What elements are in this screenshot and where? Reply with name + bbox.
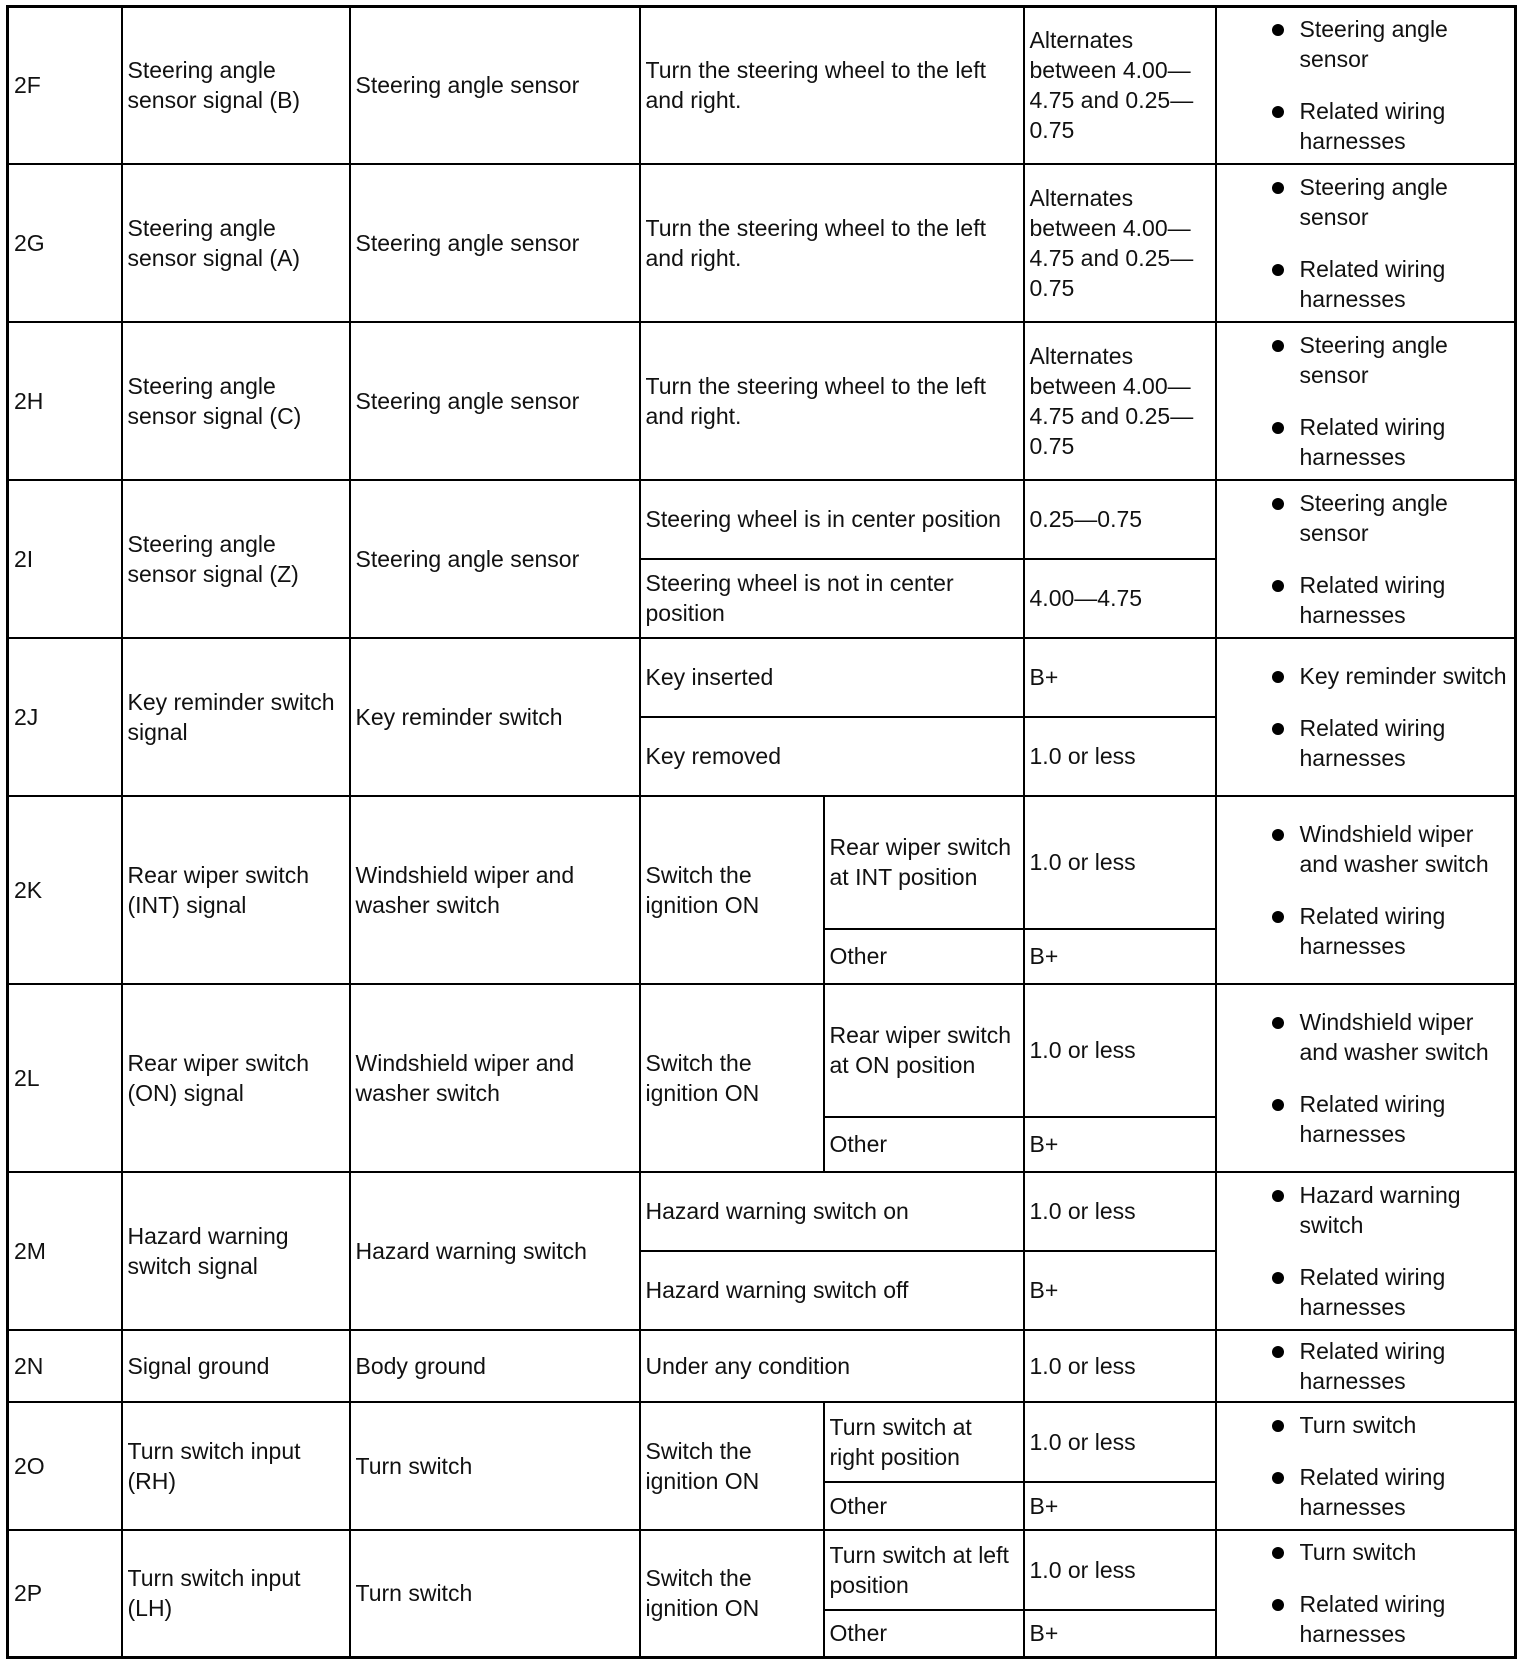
cause-item (1222, 1180, 1510, 1240)
connected-to-cell: Steering angle sensor (350, 7, 640, 164)
connected-to-cell: Windshield wiper and washer switch (350, 796, 640, 984)
bullet-icon (1272, 1346, 1284, 1358)
bullet-icon (1272, 182, 1284, 194)
cause-item (1222, 96, 1510, 156)
table-row (8, 1330, 1516, 1402)
signal-cell: Rear wiper switch (ON) signal (122, 984, 350, 1172)
terminal-cell: 2M (8, 1172, 122, 1330)
signal-cell: Steering angle sensor signal (Z) (122, 480, 350, 638)
page (6, 5, 1517, 1659)
bullet-icon (1272, 723, 1284, 735)
voltage-cell: 1.0 or less (1024, 796, 1216, 929)
bullet-icon (1272, 1420, 1284, 1432)
causes-cell (1216, 1402, 1516, 1530)
bullet-icon (1272, 911, 1284, 923)
cause-list (1222, 1007, 1510, 1149)
terminal-cell: 2J (8, 638, 122, 796)
cause-item (1222, 1589, 1510, 1649)
condition-cell: Turn the steering wheel to the left and right. (640, 322, 1024, 480)
cause-text: Steering angle sensor (1299, 489, 1448, 546)
cause-item (1222, 661, 1510, 691)
signal-cell: Steering angle sensor signal (B) (122, 7, 350, 164)
cause-text: Hazard warning switch (1299, 1181, 1461, 1238)
terminal-cell: 2O (8, 1402, 122, 1530)
signal-cell: Turn switch input (RH) (122, 1402, 350, 1530)
cause-text: Related wiring harnesses (1299, 1090, 1446, 1147)
condition-cell: Hazard warning switch off (640, 1251, 1024, 1330)
condition-cell: Under any condition (640, 1330, 1024, 1402)
cause-text: Related wiring harnesses (1299, 1463, 1446, 1520)
terminal-cell: 2N (8, 1330, 122, 1402)
subcondition-cell: Rear wiper switch at ON position (824, 984, 1024, 1117)
connected-to-cell: Hazard warning switch (350, 1172, 640, 1330)
cause-item (1222, 1262, 1510, 1322)
causes-cell (1216, 638, 1516, 796)
table-row (8, 322, 1516, 480)
causes-cell (1216, 984, 1516, 1172)
signal-cell: Steering angle sensor signal (C) (122, 322, 350, 480)
table-row (8, 7, 1516, 164)
cause-item (1222, 1462, 1510, 1522)
cause-item (1222, 1410, 1510, 1440)
connected-to-cell: Key reminder switch (350, 638, 640, 796)
subcondition-cell: Turn switch at right position (824, 1402, 1024, 1482)
cause-list (1222, 488, 1510, 630)
condition-cell: Steering wheel is not in center position (640, 559, 1024, 638)
connected-to-cell: Steering angle sensor (350, 480, 640, 638)
cause-text: Steering angle sensor (1299, 16, 1448, 73)
signal-cell: Hazard warning switch signal (122, 1172, 350, 1330)
subcondition-cell: Rear wiper switch at INT position (824, 796, 1024, 929)
cause-text: Key reminder switch (1299, 662, 1507, 689)
bullet-icon (1272, 1599, 1284, 1611)
cause-item (1222, 819, 1510, 879)
table-row (8, 1530, 1516, 1610)
cause-text: Related wiring harnesses (1299, 714, 1446, 771)
bullet-icon (1272, 1099, 1284, 1111)
cause-text: Related wiring harnesses (1299, 571, 1446, 628)
cause-item (1222, 1537, 1510, 1567)
bullet-icon (1272, 422, 1284, 434)
table-row (8, 1402, 1516, 1482)
connected-to-cell: Turn switch (350, 1530, 640, 1658)
cause-text: Turn switch (1299, 1539, 1417, 1566)
cause-list (1222, 1336, 1510, 1396)
terminal-cell: 2F (8, 7, 122, 164)
voltage-cell: 1.0 or less (1024, 1330, 1216, 1402)
bullet-icon (1272, 340, 1284, 352)
terminal-cell: 2K (8, 796, 122, 984)
voltage-cell: Alternates between 4.00—4.75 and 0.25—0.75 (1024, 322, 1216, 480)
bullet-icon (1272, 1472, 1284, 1484)
cause-text: Related wiring harnesses (1299, 98, 1446, 155)
table-row (8, 1172, 1516, 1251)
bullet-icon (1272, 1017, 1284, 1029)
condition-cell: Switch the ignition ON (640, 984, 824, 1172)
cause-item (1222, 330, 1510, 390)
cause-list (1222, 172, 1510, 314)
bullet-icon (1272, 580, 1284, 592)
condition-cell: Switch the ignition ON (640, 1402, 824, 1530)
cause-item (1222, 14, 1510, 74)
bullet-icon (1272, 24, 1284, 36)
connected-to-cell: Turn switch (350, 1402, 640, 1530)
bullet-icon (1272, 1272, 1284, 1284)
cause-text: Related wiring harnesses (1299, 1337, 1446, 1394)
voltage-cell: B+ (1024, 638, 1216, 717)
signal-cell: Key reminder switch signal (122, 638, 350, 796)
cause-text: Related wiring harnesses (1299, 413, 1446, 470)
cause-list (1222, 1180, 1510, 1322)
condition-cell: Turn the steering wheel to the left and right. (640, 7, 1024, 164)
inspection-table (6, 5, 1517, 1659)
cause-text: Related wiring harnesses (1299, 902, 1446, 959)
voltage-cell: 0.25—0.75 (1024, 480, 1216, 559)
cause-text: Related wiring harnesses (1299, 1263, 1446, 1320)
connected-to-cell: Body ground (350, 1330, 640, 1402)
bullet-icon (1272, 1190, 1284, 1202)
voltage-cell: 1.0 or less (1024, 984, 1216, 1117)
cause-list (1222, 1410, 1510, 1522)
cause-text: Steering angle sensor (1299, 331, 1448, 388)
cause-text: Related wiring harnesses (1299, 1591, 1446, 1648)
causes-cell (1216, 164, 1516, 322)
terminal-cell: 2P (8, 1530, 122, 1658)
subcondition-cell: Turn switch at left position (824, 1530, 1024, 1610)
condition-cell: Key removed (640, 717, 1024, 796)
causes-cell (1216, 322, 1516, 480)
cause-text: Windshield wiper and washer switch (1299, 820, 1489, 877)
bullet-icon (1272, 264, 1284, 276)
signal-cell: Turn switch input (LH) (122, 1530, 350, 1658)
terminal-cell: 2G (8, 164, 122, 322)
cause-list (1222, 819, 1510, 961)
terminal-cell: 2H (8, 322, 122, 480)
condition-cell: Steering wheel is in center position (640, 480, 1024, 559)
terminal-cell: 2I (8, 480, 122, 638)
causes-cell (1216, 1172, 1516, 1330)
cause-item (1222, 901, 1510, 961)
bullet-icon (1272, 1547, 1284, 1559)
subcondition-cell: Other (824, 929, 1024, 984)
table-row (8, 164, 1516, 322)
cause-item (1222, 1336, 1510, 1396)
table-row (8, 638, 1516, 717)
cause-item (1222, 488, 1510, 548)
voltage-cell: 1.0 or less (1024, 1402, 1216, 1482)
voltage-cell: B+ (1024, 1251, 1216, 1330)
cause-item (1222, 412, 1510, 472)
cause-item (1222, 1089, 1510, 1149)
voltage-cell: Alternates between 4.00—4.75 and 0.25—0.75 (1024, 7, 1216, 164)
voltage-cell: B+ (1024, 929, 1216, 984)
terminal-cell: 2L (8, 984, 122, 1172)
causes-cell (1216, 480, 1516, 638)
voltage-cell: Alternates between 4.00—4.75 and 0.25—0.75 (1024, 164, 1216, 322)
cause-item (1222, 713, 1510, 773)
bullet-icon (1272, 106, 1284, 118)
voltage-cell: 4.00—4.75 (1024, 559, 1216, 638)
condition-cell: Key inserted (640, 638, 1024, 717)
connected-to-cell: Steering angle sensor (350, 164, 640, 322)
cause-list (1222, 1537, 1510, 1649)
signal-cell: Rear wiper switch (INT) signal (122, 796, 350, 984)
connected-to-cell: Windshield wiper and washer switch (350, 984, 640, 1172)
bullet-icon (1272, 671, 1284, 683)
table-row (8, 984, 1516, 1117)
table-row (8, 480, 1516, 559)
subcondition-cell: Other (824, 1117, 1024, 1172)
voltage-cell: B+ (1024, 1610, 1216, 1658)
cause-list (1222, 661, 1510, 773)
table-row (8, 796, 1516, 929)
condition-cell: Switch the ignition ON (640, 796, 824, 984)
causes-cell (1216, 796, 1516, 984)
cause-item (1222, 570, 1510, 630)
subcondition-cell: Other (824, 1610, 1024, 1658)
cause-item (1222, 1007, 1510, 1067)
voltage-cell: B+ (1024, 1482, 1216, 1530)
bullet-icon (1272, 829, 1284, 841)
voltage-cell: 1.0 or less (1024, 717, 1216, 796)
signal-cell: Steering angle sensor signal (A) (122, 164, 350, 322)
cause-item (1222, 254, 1510, 314)
voltage-cell: B+ (1024, 1117, 1216, 1172)
subcondition-cell: Other (824, 1482, 1024, 1530)
condition-cell: Switch the ignition ON (640, 1530, 824, 1658)
connected-to-cell: Steering angle sensor (350, 322, 640, 480)
cause-text: Turn switch (1299, 1411, 1417, 1438)
causes-cell (1216, 7, 1516, 164)
causes-cell (1216, 1530, 1516, 1658)
bullet-icon (1272, 498, 1284, 510)
causes-cell (1216, 1330, 1516, 1402)
cause-text: Steering angle sensor (1299, 173, 1448, 230)
cause-list (1222, 14, 1510, 156)
cause-text: Related wiring harnesses (1299, 255, 1446, 312)
cause-text: Windshield wiper and washer switch (1299, 1008, 1489, 1065)
condition-cell: Turn the steering wheel to the left and right. (640, 164, 1024, 322)
voltage-cell: 1.0 or less (1024, 1172, 1216, 1251)
condition-cell: Hazard warning switch on (640, 1172, 1024, 1251)
voltage-cell: 1.0 or less (1024, 1530, 1216, 1610)
cause-list (1222, 330, 1510, 472)
cause-item (1222, 172, 1510, 232)
signal-cell: Signal ground (122, 1330, 350, 1402)
